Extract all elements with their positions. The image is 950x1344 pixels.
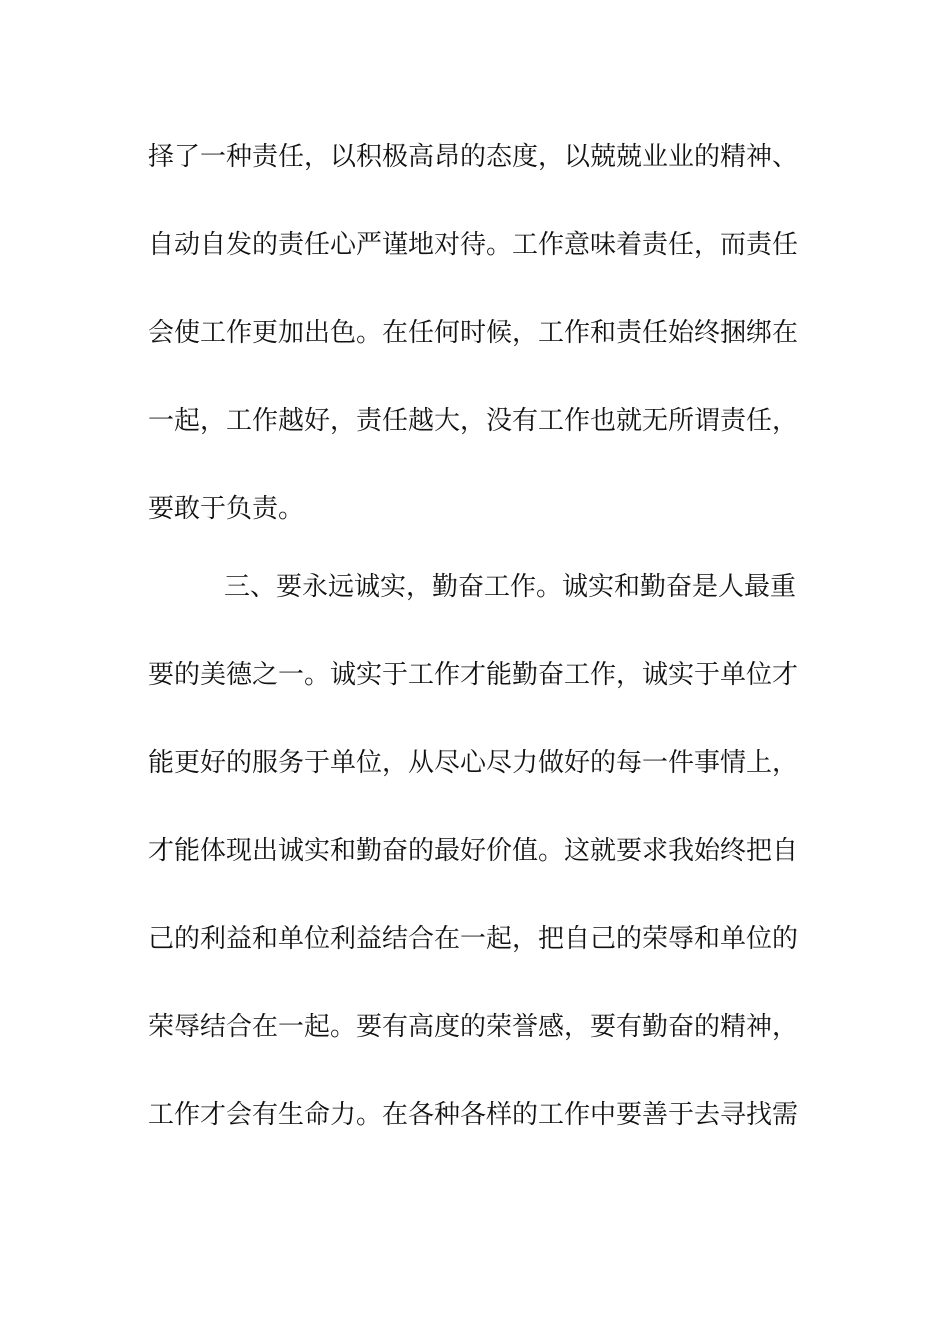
- section-heading-line: 三、要永远诚实，勤奋工作。诚实和勤奋是人最重: [224, 572, 797, 602]
- text-line: 择了一种责任，以积极高昂的态度，以兢兢业业的精神、: [148, 142, 799, 172]
- text-line: 才能体现出诚实和勤奋的最好价值。这就要求我始终把自: [148, 836, 799, 866]
- text-line: 能更好的服务于单位，从尽心尽力做好的每一件事情上，: [148, 748, 799, 778]
- text-line: 己的利益和单位利益结合在一起，把自己的荣辱和单位的: [148, 924, 799, 954]
- text-line: 会使工作更加出色。在任何时候，工作和责任始终捆绑在: [148, 318, 799, 348]
- text-line: 一起，工作越好，责任越大，没有工作也就无所谓责任，: [148, 406, 799, 436]
- text-line: 自动自发的责任心严谨地对待。工作意味着责任，而责任: [148, 230, 799, 260]
- text-line: 工作才会有生命力。在各种各样的工作中要善于去寻找需: [148, 1100, 799, 1130]
- text-line: 要的美德之一。诚实于工作才能勤奋工作，诚实于单位才: [148, 660, 799, 690]
- text-line: 要敢于负责。: [148, 494, 305, 524]
- text-line: 荣辱结合在一起。要有高度的荣誉感，要有勤奋的精神，: [148, 1012, 799, 1042]
